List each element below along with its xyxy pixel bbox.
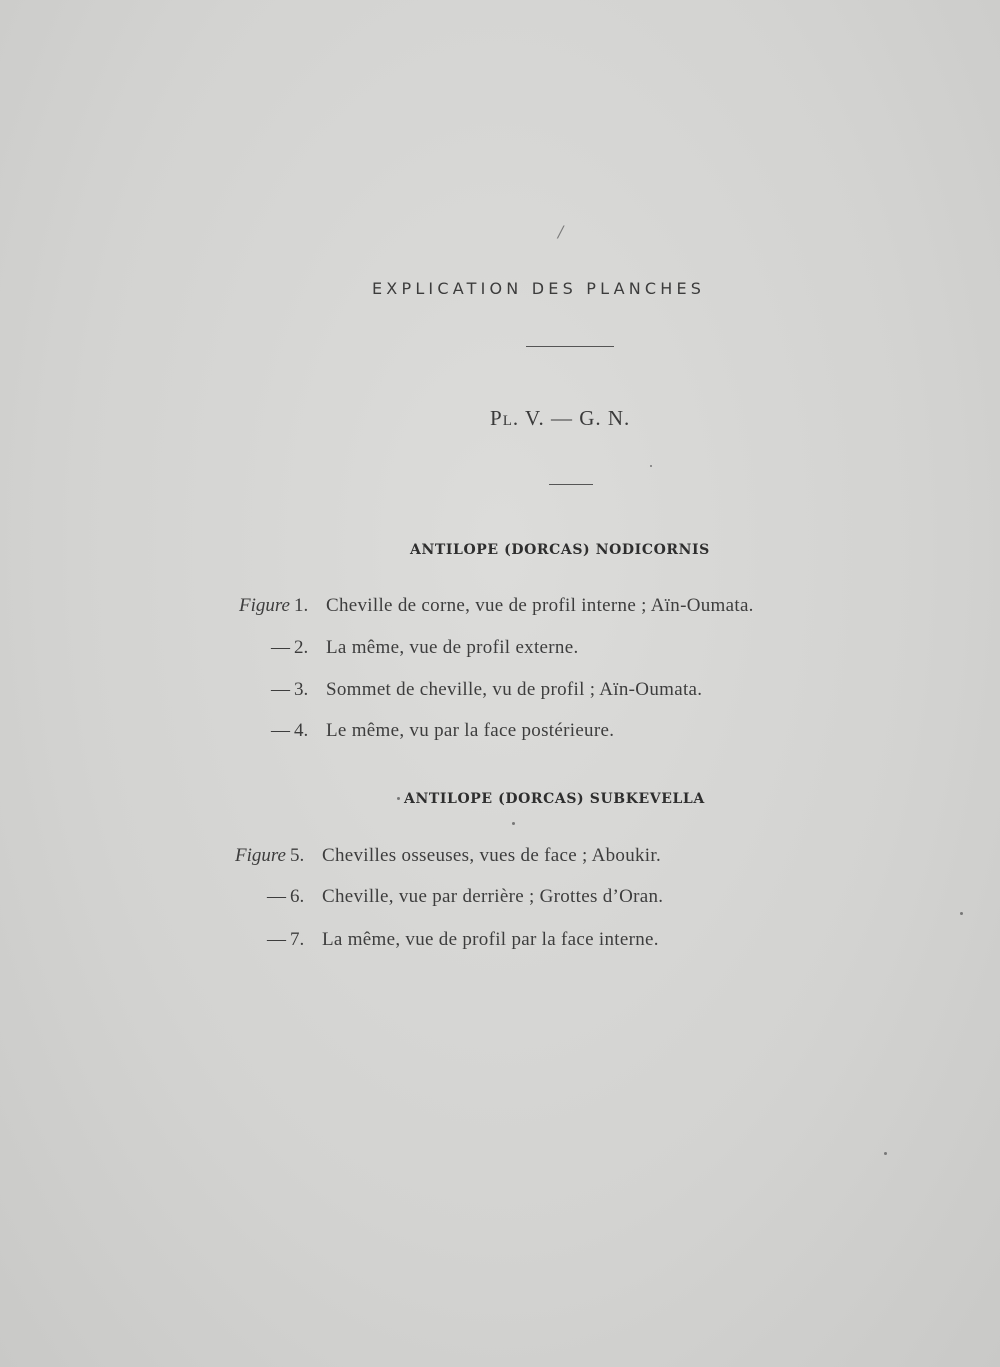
paper-speck xyxy=(650,465,652,467)
entry-number: 6. xyxy=(290,886,305,907)
entry-description: Cheville, vue par derrière ; Grottes d’Oran. xyxy=(322,886,664,907)
entry-description: Sommet de cheville, vu de profil ; Aïn-Oumata. xyxy=(326,679,703,700)
figure-entry xyxy=(206,929,659,951)
entry-prefix: — xyxy=(271,679,290,700)
entry-prefix: — xyxy=(271,637,290,658)
entry-prefix: — xyxy=(267,886,286,907)
entry-description: Chevilles osseuses, vues de face ; Aboukir. xyxy=(322,845,662,866)
plate-divider xyxy=(549,484,593,485)
entry-prefix: Figure xyxy=(234,845,286,866)
section-heading-nodicornis: ANTILOPE (DORCAS) NODICORNIS xyxy=(410,542,710,558)
page-title: EXPLICATION DES PLANCHES xyxy=(372,279,706,298)
entry-prefix: — xyxy=(271,720,290,741)
figure-entry xyxy=(210,679,702,701)
figure-entry xyxy=(206,886,663,908)
paper-speck xyxy=(512,822,515,825)
entry-number: 7. xyxy=(290,929,305,950)
entry-prefix: — xyxy=(267,929,286,950)
plate-label-small: L xyxy=(502,413,513,429)
stray-pencil-mark: / xyxy=(558,222,564,241)
entry-number: 3. xyxy=(294,679,309,700)
figure-entry xyxy=(210,720,614,742)
figure-entry xyxy=(210,595,754,617)
paper-speck xyxy=(960,912,963,915)
entry-number: 5. xyxy=(290,845,305,866)
entry-number: 1. xyxy=(294,595,309,616)
entry-number: 2. xyxy=(294,637,309,658)
figure-entry xyxy=(206,845,661,867)
paper-speck xyxy=(397,797,400,800)
title-divider xyxy=(526,346,614,347)
section-heading-subkevella: ANTILOPE (DORCAS) SUBKEVELLA xyxy=(404,791,705,807)
entry-prefix: Figure xyxy=(238,595,290,616)
entry-description: La même, vue de profil externe. xyxy=(326,637,579,658)
paper-speck xyxy=(884,1152,887,1155)
entry-description: Le même, vu par la face postérieure. xyxy=(326,720,615,741)
plate-label-cap: P xyxy=(490,406,503,430)
plate-title xyxy=(490,406,630,431)
entry-description: La même, vue de profil par la face interne. xyxy=(322,929,659,950)
entry-number: 4. xyxy=(294,720,309,741)
plate-label-rest: . V. — G. N. xyxy=(512,406,631,430)
entry-description: Cheville de corne, vue de profil interne ; Aïn-Oumata. xyxy=(326,595,754,616)
figure-entry xyxy=(210,637,579,659)
